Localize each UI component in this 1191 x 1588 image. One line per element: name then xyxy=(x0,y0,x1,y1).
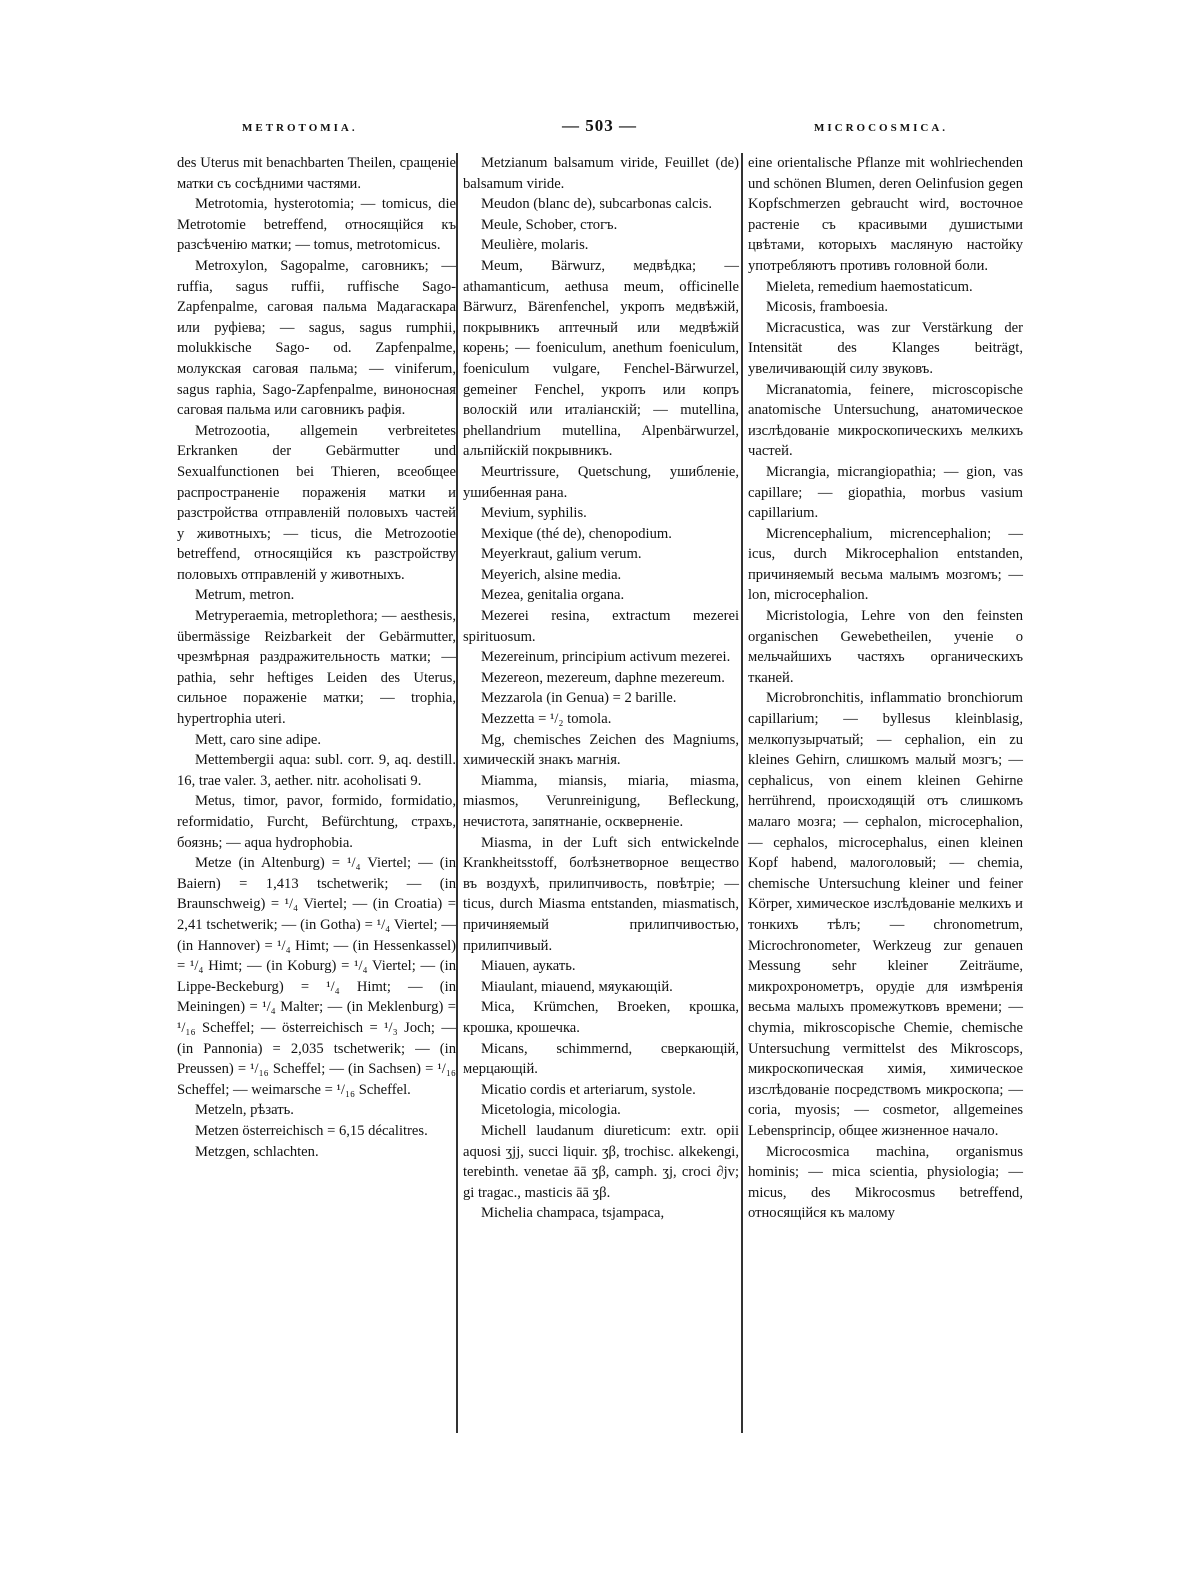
entry: Mezzetta = ¹/₂ tomola. xyxy=(481,711,612,728)
entry: Mica, Krümchen, Broeken, крошка, крошка, крошечка. xyxy=(463,999,739,1036)
column-2 xyxy=(463,153,739,1224)
entry: Metzianum balsamum viride, Feuillet (de) balsamum viride. xyxy=(463,155,739,192)
entry: Micatio cordis et arteriarum, systole. xyxy=(481,1081,696,1098)
entry: Metrozootia, allgemein verbreitetes Erkranken der Gebärmutter und Sexualfunctionen bei Thieren, всеобщее распространеніе пораженія матки и разстройства отправленій половыхъ частей у животныхъ; — ticus, die Metrozootie betreffend, относящійся къ разстройству половыхъ отправленій у животныхъ. xyxy=(177,422,456,583)
column-rule-1 xyxy=(456,153,458,1433)
entry: Mg, chemisches Zeichen des Magniums, химическій знакъ магнія. xyxy=(463,731,739,769)
entry: Metzeln, рѣзать. xyxy=(195,1102,294,1119)
entry: Mettembergii aqua: subl. corr. 9, aq. destill. 16, trae valer. 3, aether. nitr. acoholisati 9. xyxy=(177,752,456,789)
entry: Mevium, syphilis. xyxy=(481,505,587,522)
entry: Mezereon, mezereum, daphne mezereum. xyxy=(481,669,725,686)
entry: Miauen, аукать. xyxy=(481,958,576,975)
entry: Microcosmica machina, organismus hominis; — mica scientia, physiologia; — micus, des Mikrocosmus betreffend, относящійся къ малому xyxy=(748,1143,1023,1222)
entry: Mezea, genitalia organa. xyxy=(481,587,625,604)
entry: Micans, schimmernd, сверкающій, мерцающій. xyxy=(463,1040,739,1078)
entry: Meyerich, alsine media. xyxy=(481,566,622,583)
running-head-left: METROTOMIA. xyxy=(242,122,358,134)
entry: Meule, Schober, стогъ. xyxy=(481,216,618,233)
entry: Metzen österreichisch = 6,15 décalitres. xyxy=(195,1122,428,1139)
entry: Micracustica, was zur Verstärkung der Intensität des Klanges beiträgt, увеличивающій силу звуковъ. xyxy=(748,319,1023,377)
entry: Microbronchitis, inflammatio bronchiorum capillarium; — byllesus kleinblasig, мелкопузырчатый; — cephalion, ein zu kleines Gehirn, слишкомъ малый мозгъ; — cephalicus, von einem kleinen Gehirne herrührend, происходящій отъ слишкомъ малаго мозга; — cephalon, microcephalion, — cephalos, microcephalus, einen kleinen Kopf habend, малоголовый; — chemia, chemische Untersuchung kleiner und feiner Körper, химическое изслѣдованіе мелкихъ и тонкихъ тѣлъ; — chronometrum, Microchronometer, Werkzeug zur genauen Messung sehr kleiner Zeiträume, микрохронометръ, орудіе для измѣренія весьма малыхъ промежутковъ времени; — chymia, mikroscopische Chemie, chemische Untersuchung vermittelst des Mikroscops, микроскопическая химія, химическое изслѣдованіе посредствомъ микроскопа; — coria, myosis; — cosmetor, allgemeines Lebensprincip, общее жизненное начало. xyxy=(748,690,1023,1139)
entry: Metrotomia, hysterotomia; — tomicus, die Metrotomie betreffend, относящійся къ разсѣченію матки; — tomus, metrotomicus. xyxy=(177,196,456,254)
running-head-right: MICROCOSMICA. xyxy=(814,122,949,134)
entry: Meum, Bärwurz, медвѣдка; — athamanticum, aethusa meum, officinelle Bärwurz, Bärenfenchel, укропъ медвѣжій, покрывникъ аптечный или медвѣжій корень; — foeniculum, anethum foeniculum, foeniculum vulgare, Fenchel-Bärwurzel, gemeiner Fenchel, укропъ или копръ волоскій или италіанскій; — mutellina, phellandrium mutellina, Alpenbärwurzel, альпійскій покрывникъ. xyxy=(463,257,739,460)
entry: Metze (in Altenburg) = ¹/₄ Viertel; — (in Baiern) = 1,413 tschetwerik; — (in Braunschweig) = ¹/₄ Viertel; — (in Croatia) = 2,41 tschetwerik; — (in Gotha) = ¹/₄ Viertel; — (in Hannover) = ¹/₄ Himt; — (in Hessenkassel) = ¹/₄ Himt; — (in Koburg) = ¹/₄ Viertel; — (in Lippe-Beckeburg) = ¹/₄ Himt; — (in Meiningen) = ¹/₄ Malter; — (in Meklenburg) = ¹/₁₆ Scheffel; — österreichisch = ¹/₃ Joch; — (in Pannonia) = 2,035 tschetwerik; — (in Preussen) = ¹/₁₆ Scheffel; — (in Sachsen) = ¹/₁₆ Scheffel; — weimarsche = ¹/₁₆ Scheffel. xyxy=(177,855,456,1098)
entry: Metus, timor, pavor, formido, formidatio, reformidatio, Furcht, Befürchtung, страхъ, боязнь; — aqua hydrophobia. xyxy=(177,793,456,851)
entry: Micetologia, micologia. xyxy=(481,1102,621,1119)
entry: Micristologia, Lehre von den feinsten organischen Gewebetheilen, ученіе о мельчайшихъ частяхъ органическихъ тканей. xyxy=(748,608,1023,686)
entry: Mezzarola (in Genua) = 2 barille. xyxy=(481,690,677,707)
page-number: — 503 — xyxy=(562,116,637,135)
entry: Micosis, framboesia. xyxy=(766,299,888,316)
entry: Micrencephalium, micrencephalion; — icus, durch Mikrocephalion entstanden, причиняемый весьма малымъ мозгомъ; — lon, microcephalion. xyxy=(748,525,1023,604)
entry: Metryperaemia, metroplethora; — aesthesis, übermässige Reizbarkeit der Gebärmutter, чрезмѣрная раздражительность матки; — pathia, sehr heftiges Leiden des Uterus, сильное пораженіе матки; — trophia, hypertrophia uteri. xyxy=(177,608,456,728)
column-3 xyxy=(748,153,1023,1224)
entry: Mexique (thé de), chenopodium. xyxy=(481,525,672,542)
column-1 xyxy=(177,153,456,1162)
entry: Mezereinum, principium activum mezerei. xyxy=(481,649,731,666)
entry: Miamma, miansis, miaria, miasma, miasmos, Verunreinigung, Befleckung, нечистота, запятнаніе, оскверненіе. xyxy=(463,772,739,830)
entry: Micranatomia, feinere, microscopische anatomische Untersuchung, анатомическое изслѣдованіе микроскопическихъ мелкихъ частей. xyxy=(748,381,1023,460)
entry: Mezerei resina, extractum mezerei spirituosum. xyxy=(463,608,739,645)
entry: eine orientalische Pflanze mit wohlriechenden und schönen Blumen, deren Oelinfusion gegen Kopfschmerzen gebraucht wird, восточное растеніе съ красивыми душистыми цвѣтами, которыхъ масляную настойку употребляютъ противъ головной боли. xyxy=(748,155,1023,274)
entry: Meudon (blanc de), subcarbonas calcis. xyxy=(481,196,712,213)
entry: Meulière, molaris. xyxy=(481,237,589,254)
entry: Metroxylon, Sagopalme, саговникъ; — ruffia, sagus ruffii, ruffische Sago-Zapfenpalme, саговая пальма Мадагаскара или руфіева; — sagus, sagus rumphii, molukkische Sago- od. Zapfenpalme, молукская саговая пальма; — viniferum, sagus raphia, Sago-Zapfenpalme, виноносная саговая пальма или саговникъ рафія. xyxy=(177,257,456,419)
entry: Mett, caro sine adipe. xyxy=(195,731,322,748)
entry: Miasma, in der Luft sich entwickelnde Krankheitsstoff, болѣзнетворное вещество въ воздухѣ, прилипчивость, повѣтріе; — ticus, durch Miasma entstanden, miasmatisch, причиняемый прилипчивостью, прилипчивый. xyxy=(463,834,739,954)
entry: Meyerkraut, galium verum. xyxy=(481,546,642,563)
entry: des Uterus mit benachbarten Theilen, сращеніе матки съ сосѣдними частями. xyxy=(177,155,456,192)
entry: Metrum, metron. xyxy=(195,587,295,604)
entry: Michell laudanum diureticum: extr. opii aquosi ʒjj, succi liquir. ʒβ, trochisc. alkekengi, terebinth. venetae āā ʒβ, camph. ʒj, croci ∂jv; gi tragac., masticis āā ʒβ. xyxy=(463,1122,739,1201)
entry: Metzgen, schlachten. xyxy=(195,1143,319,1160)
column-rule-2 xyxy=(741,153,743,1433)
entry: Miaulant, miauend, мяукающій. xyxy=(481,978,673,995)
entry: Meurtrissure, Quetschung, ушибленіе, ушибенная рана. xyxy=(463,463,739,501)
entry: Micrangia, micrangiopathia; — gion, vas capillare; — giopathia, morbus vasium capillarium. xyxy=(748,463,1023,522)
entry: Michelia champaca, tsjampaca, xyxy=(481,1205,665,1222)
entry: Mieleta, remedium haemostaticum. xyxy=(766,278,973,295)
